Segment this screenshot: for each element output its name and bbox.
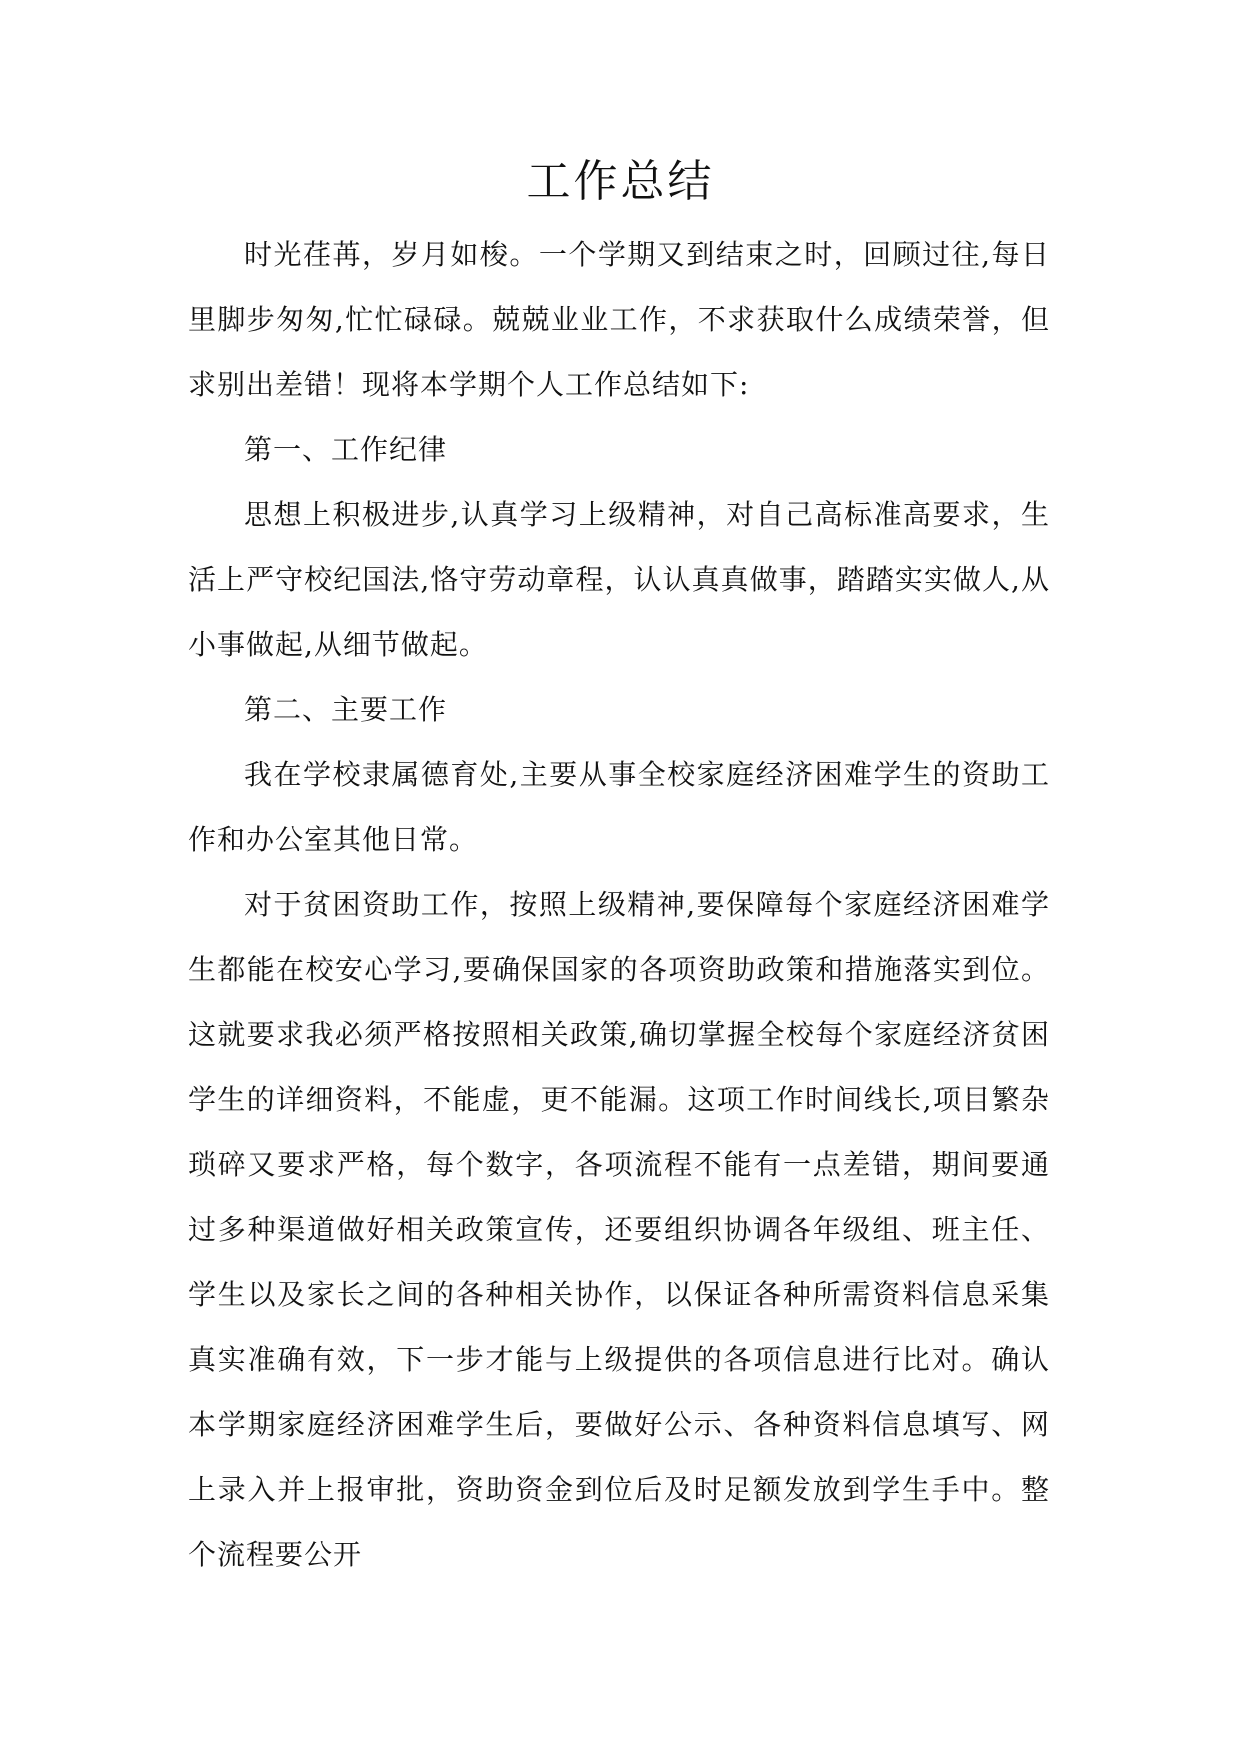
paragraph-main-work: 我在学校隶属德育处,主要从事全校家庭经济困难学生的资助工作和办公室其他日常。 — [188, 758, 1050, 856]
document-title: 工作总结 — [526, 156, 715, 207]
document-body — [188, 222, 1050, 1587]
paragraph-intro: 时光荏苒，岁月如梭。一个学期又到结束之时，回顾过往,每日里脚步匆匆,忙忙碌碌。兢兢业业工作，不求获取什么成绩荣誉，但求别出差错！现将本学期个人工作总结如下: — [188, 238, 1050, 401]
paragraph-work-discipline: 思想上积极进步,认真学习上级精神，对自己高标准高要求，生活上严守校纪国法,恪守劳动章程，认认真真做事，踏踏实实做人,从小事做起,从细节做起。 — [188, 498, 1050, 661]
paragraph-poverty-aid: 对于贫困资助工作，按照上级精神,要保障每个家庭经济困难学生都能在校安心学习,要确保国家的各项资助政策和措施落实到位。这就要求我必须严格按照相关政策,确切掌握全校每个家庭经济贫困学生的详细资料，不能虚，更不能漏。这项工作时间线长,项目繁杂琐碎又要求严格，每个数字，各项流程不能有一点差错，期间要通过多种渠道做好相关政策宣传，还要组织协调各年级组、班主任、学生以及家长之间的各种相关协作，以保证各种所需资料信息采集真实准确有效，下一步才能与上级提供的各项信息进行比对。确认本学期家庭经济困难学生后，要做好公示、各种资料信息填写、网上录入并上报审批，资助资金到位后及时足额发放到学生手中。整个流程要公开 — [188, 888, 1050, 1571]
section-heading-main-work: 第二、主要工作 — [244, 693, 448, 726]
section-heading-work-discipline: 第一、工作纪律 — [244, 433, 448, 466]
